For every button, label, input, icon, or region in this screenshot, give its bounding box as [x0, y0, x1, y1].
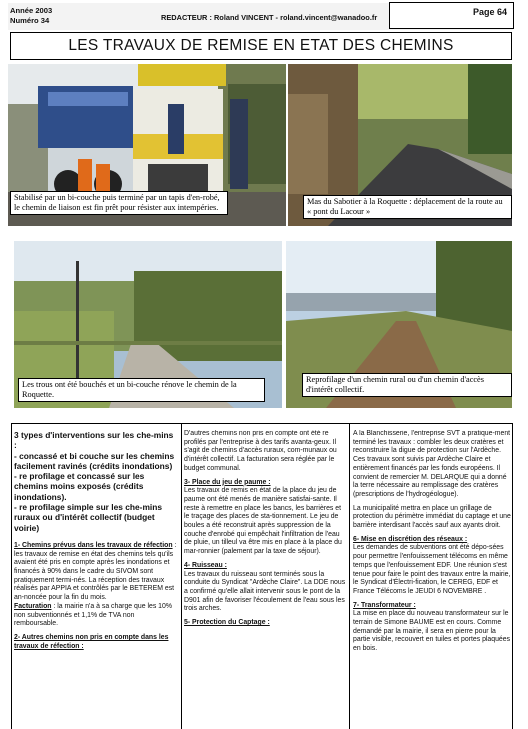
billing-text: : la mairie n'a à sa charge que les 10% non subventionnés et 1,1% de TVA non remboursable. [14, 602, 172, 628]
section-7-text: La mise en place du nouveau transformateur sur le terrain de Simone BAUME est en cours. Comme demandé par la mairie, il sera en pierre pour la partie visible, recouvert en tuiles et portes plaquées en bois. [353, 610, 511, 653]
section-1 [14, 542, 177, 629]
section-5 [184, 619, 347, 628]
issue-year: Année 2003 [10, 6, 53, 15]
page-title: LES TRAVAUX DE REMISE EN ETAT DES CHEMINS [10, 32, 512, 60]
intro-line: - re profilage simple sur les che-mins ruraux ou d'intérêt collectif (budget voirie) [14, 502, 163, 533]
section-5-heading: 5- Protection du Captage : [184, 619, 270, 627]
intro-line: - concassé et bi couche sur les chemins facilement ravinés (crédits inondations) [14, 450, 175, 471]
photo-caption-4: Reprofilage d'un chemin rural ou d'un chemin d'accès d'intérêt collectif. [302, 373, 512, 397]
section-2 [14, 634, 177, 651]
section-5-text-2: La municipalité mettra en place un grillage de protection du périmètre immédiat du captage et une barrière interdisant l'accès sauf aux ayants droit. [353, 504, 511, 530]
section-2-heading: 2- Autres chemins non pris en compte dans les travaux de réfection : [14, 634, 169, 650]
issue-number: Numéro 34 [10, 15, 50, 25]
column-right [353, 430, 513, 729]
section-5-text: A la Blanchisserie, l'entreprise SVT a pratique-ment terminé les travaux : combler les deux cratères et reconstruire la digue de protection sur l'Ardèche. Ces travaux sont suivis par Ardèche Claire et entièrement financés par les fonds européens. Il convient de remercier M. DELARQUE qui a donné la terre nécessaire au remplissage des cratères (prescriptions de l'hydrogéologue). [353, 430, 511, 498]
section-4-heading: 4- Ruisseau : [184, 561, 227, 569]
section-6 [353, 536, 513, 597]
page-number: Page 64 [389, 2, 514, 29]
intro-line: 3 types d'interventions sur les che-mins : [14, 430, 174, 451]
column-left [14, 430, 177, 729]
editor-line: REDACTEUR : Roland VINCENT - roland.vincent@wanadoo.fr [161, 13, 378, 22]
column-divider-2 [349, 423, 350, 729]
intro-line: - re profilage et concassé sur les chemins moins exposés (crédits inondations). [14, 471, 145, 502]
section-6-text: Les demandes de subventions ont été dépo-sées pour permettre l'enfouissement télécoms en même temps que l'enfouissement EDF. Une réunion s'est tenue pour faire le point des travaux entre la mairie, le Syndicat d'Électri-fication, le CEREG, EDF et France Télécoms le JEUDI 6 NOVEMBRE . [353, 544, 511, 595]
section-3-text: Les travaux de remis en état de la place du jeu de paume ont été menés de manière satisfai-sante. Il reste à remettre en place les bancs, les barrières et le traçage des places de sta-tionnement. Le jeu de boules a été reconstruit après suppression de la couche d'enrobé qui empêchait l'infiltration de l'eau de pluie, un tilleul va être mis en place à la place du mar-ronnier (palement par la taxe de séjour). [184, 487, 342, 556]
intervention-types [14, 430, 177, 533]
section-4-text: Les travaux du ruisseau sont terminés sous la conduite du Syndicat "Ardèche Claire". La DDE nous a confirmé qu'elle allait intervenir sous le pont de la D901 afin de favoriser l'écoulement de l'eau sous les trois arches. [184, 570, 346, 613]
section-2-text: D'autres chemins non pris en compte ont été re profilés par l'entreprise à des tarifs avanta-geux. Il s'agit de chemins d'accès ruraux, com-munaux ou d'intérêt collectif. La facturation sera réglée par le budget communal. [184, 430, 337, 472]
column-middle [184, 430, 347, 729]
section-7 [353, 602, 513, 654]
photo-caption-1: Stabilisé par un bi-couche puis terminé par un tapis d'en-robé, le chemin de liaison est fin prêt pour résister aux intempéries. [10, 191, 228, 215]
section-1-heading: 1- Chemins prévus dans les travaux de réfection [14, 541, 173, 549]
section-7-heading: 7- Transformateur : [353, 601, 416, 609]
section-3 [184, 479, 347, 557]
section-1-text: : les travaux de remise en état des chemins tels qu'ils avaient été pris en compte après les inondations et financés à 90% dans le cadre du SIVOM sont pratiquement termi-nés. La réception des travaux réalisés par APPIA et contrôlés par le BETEREM est an-noncée pour la fin du mois. [14, 541, 177, 602]
photo-caption-3: Les trous ont été bouchés et un bi-couche rénove le chemin de la Roquette. [18, 378, 265, 402]
billing-heading: Facturation [14, 602, 52, 610]
photo-caption-2: Mas du Sabotier à la Roquette : déplacement de la route au « pont du Lacour » [303, 195, 512, 219]
issue-info [10, 6, 52, 25]
section-3-heading: 3- Place du jeu de paume : [184, 478, 271, 486]
section-4 [184, 562, 347, 614]
column-divider-1 [181, 423, 182, 729]
section-6-heading: 6- Mise en discrétion des réseaux : [353, 535, 468, 543]
